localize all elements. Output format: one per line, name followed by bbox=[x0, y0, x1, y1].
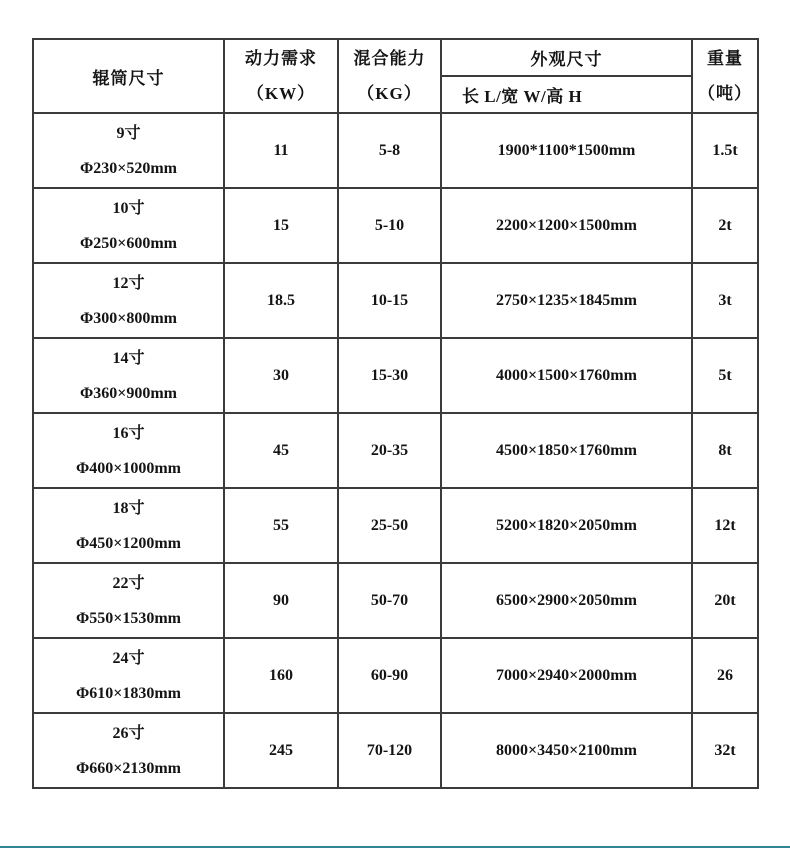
cell-capacity-kg: 5-8 bbox=[338, 113, 441, 188]
cell-capacity-kg: 5-10 bbox=[338, 188, 441, 263]
cell-roller-size bbox=[33, 263, 224, 338]
table-row bbox=[33, 413, 758, 488]
roller-size-mm: Φ360×900mm bbox=[79, 384, 178, 402]
cell-outer-dimensions: 5200×1820×2050mm bbox=[441, 488, 692, 563]
cell-outer-dimensions: 4000×1500×1760mm bbox=[441, 338, 692, 413]
spec-table-header bbox=[33, 39, 758, 113]
cell-roller-size bbox=[33, 113, 224, 188]
header-weight-label: 重量 bbox=[707, 49, 743, 68]
cell-weight: 20t bbox=[692, 563, 758, 638]
cell-outer-dimensions: 2200×1200×1500mm bbox=[441, 188, 692, 263]
header-capacity-label: 混合能力 bbox=[353, 49, 426, 68]
cell-power-kw: 45 bbox=[224, 413, 338, 488]
header-capacity bbox=[338, 39, 441, 113]
cell-power-kw: 11 bbox=[224, 113, 338, 188]
header-power-unit: （KW） bbox=[246, 84, 316, 103]
table-row bbox=[33, 188, 758, 263]
header-dimensions bbox=[441, 39, 692, 76]
table-row bbox=[33, 638, 758, 713]
spec-table bbox=[32, 38, 759, 789]
header-dimensions-label: 外观尺寸 bbox=[530, 50, 603, 69]
cell-capacity-kg: 60-90 bbox=[338, 638, 441, 713]
spec-table-body bbox=[33, 113, 758, 788]
cell-weight: 8t bbox=[692, 413, 758, 488]
roller-size-inch: 16寸 bbox=[112, 424, 145, 442]
header-power bbox=[224, 39, 338, 113]
roller-size-inch: 12寸 bbox=[112, 274, 145, 292]
cell-capacity-kg: 50-70 bbox=[338, 563, 441, 638]
roller-size-inch: 9寸 bbox=[116, 124, 141, 142]
cell-roller-size bbox=[33, 488, 224, 563]
cell-power-kw: 55 bbox=[224, 488, 338, 563]
cell-weight: 3t bbox=[692, 263, 758, 338]
roller-size-inch: 26寸 bbox=[112, 724, 145, 742]
cell-roller-size bbox=[33, 188, 224, 263]
roller-size-inch: 24寸 bbox=[112, 649, 145, 667]
cell-weight: 32t bbox=[692, 713, 758, 788]
roller-size-inch: 22寸 bbox=[112, 574, 145, 592]
cell-power-kw: 15 bbox=[224, 188, 338, 263]
cell-roller-size bbox=[33, 413, 224, 488]
cell-power-kw: 90 bbox=[224, 563, 338, 638]
roller-size-mm: Φ300×800mm bbox=[79, 309, 178, 327]
cell-outer-dimensions: 4500×1850×1760mm bbox=[441, 413, 692, 488]
roller-size-mm: Φ450×1200mm bbox=[75, 534, 182, 552]
roller-size-inch: 10寸 bbox=[112, 199, 145, 217]
cell-outer-dimensions: 2750×1235×1845mm bbox=[441, 263, 692, 338]
cell-capacity-kg: 10-15 bbox=[338, 263, 441, 338]
header-capacity-unit: （KG） bbox=[357, 84, 422, 103]
cell-outer-dimensions: 1900*1100*1500mm bbox=[441, 113, 692, 188]
roller-size-mm: Φ250×600mm bbox=[79, 234, 178, 252]
cell-capacity-kg: 70-120 bbox=[338, 713, 441, 788]
header-roller-size-label: 辊筒尺寸 bbox=[92, 68, 165, 88]
cell-roller-size bbox=[33, 563, 224, 638]
table-row bbox=[33, 488, 758, 563]
bottom-divider-line bbox=[0, 846, 790, 848]
header-weight-unit: （吨） bbox=[698, 84, 752, 103]
header-weight bbox=[692, 39, 758, 113]
roller-size-mm: Φ610×1830mm bbox=[75, 684, 182, 702]
cell-capacity-kg: 20-35 bbox=[338, 413, 441, 488]
cell-weight: 5t bbox=[692, 338, 758, 413]
cell-roller-size bbox=[33, 713, 224, 788]
cell-weight: 12t bbox=[692, 488, 758, 563]
cell-capacity-kg: 25-50 bbox=[338, 488, 441, 563]
table-row bbox=[33, 113, 758, 188]
cell-weight: 1.5t bbox=[692, 113, 758, 188]
cell-power-kw: 18.5 bbox=[224, 263, 338, 338]
table-row bbox=[33, 713, 758, 788]
cell-outer-dimensions: 7000×2940×2000mm bbox=[441, 638, 692, 713]
cell-power-kw: 30 bbox=[224, 338, 338, 413]
cell-roller-size bbox=[33, 638, 224, 713]
cell-roller-size bbox=[33, 338, 224, 413]
table-row bbox=[33, 338, 758, 413]
header-power-label: 动力需求 bbox=[245, 49, 317, 68]
cell-outer-dimensions: 8000×3450×2100mm bbox=[441, 713, 692, 788]
header-roller-size bbox=[33, 39, 224, 113]
roller-size-mm: Φ660×2130mm bbox=[75, 759, 182, 777]
roller-size-inch: 14寸 bbox=[112, 349, 145, 367]
table-row bbox=[33, 263, 758, 338]
header-dimensions-sub: 长 L/宽 W/高 H bbox=[441, 76, 692, 113]
roller-size-mm: Φ550×1530mm bbox=[75, 609, 182, 627]
roller-size-inch: 18寸 bbox=[112, 499, 145, 517]
cell-power-kw: 245 bbox=[224, 713, 338, 788]
cell-capacity-kg: 15-30 bbox=[338, 338, 441, 413]
cell-weight: 2t bbox=[692, 188, 758, 263]
cell-outer-dimensions: 6500×2900×2050mm bbox=[441, 563, 692, 638]
table-row bbox=[33, 563, 758, 638]
cell-weight: 26 bbox=[692, 638, 758, 713]
cell-power-kw: 160 bbox=[224, 638, 338, 713]
roller-size-mm: Φ230×520mm bbox=[79, 159, 178, 177]
roller-size-mm: Φ400×1000mm bbox=[75, 459, 182, 477]
